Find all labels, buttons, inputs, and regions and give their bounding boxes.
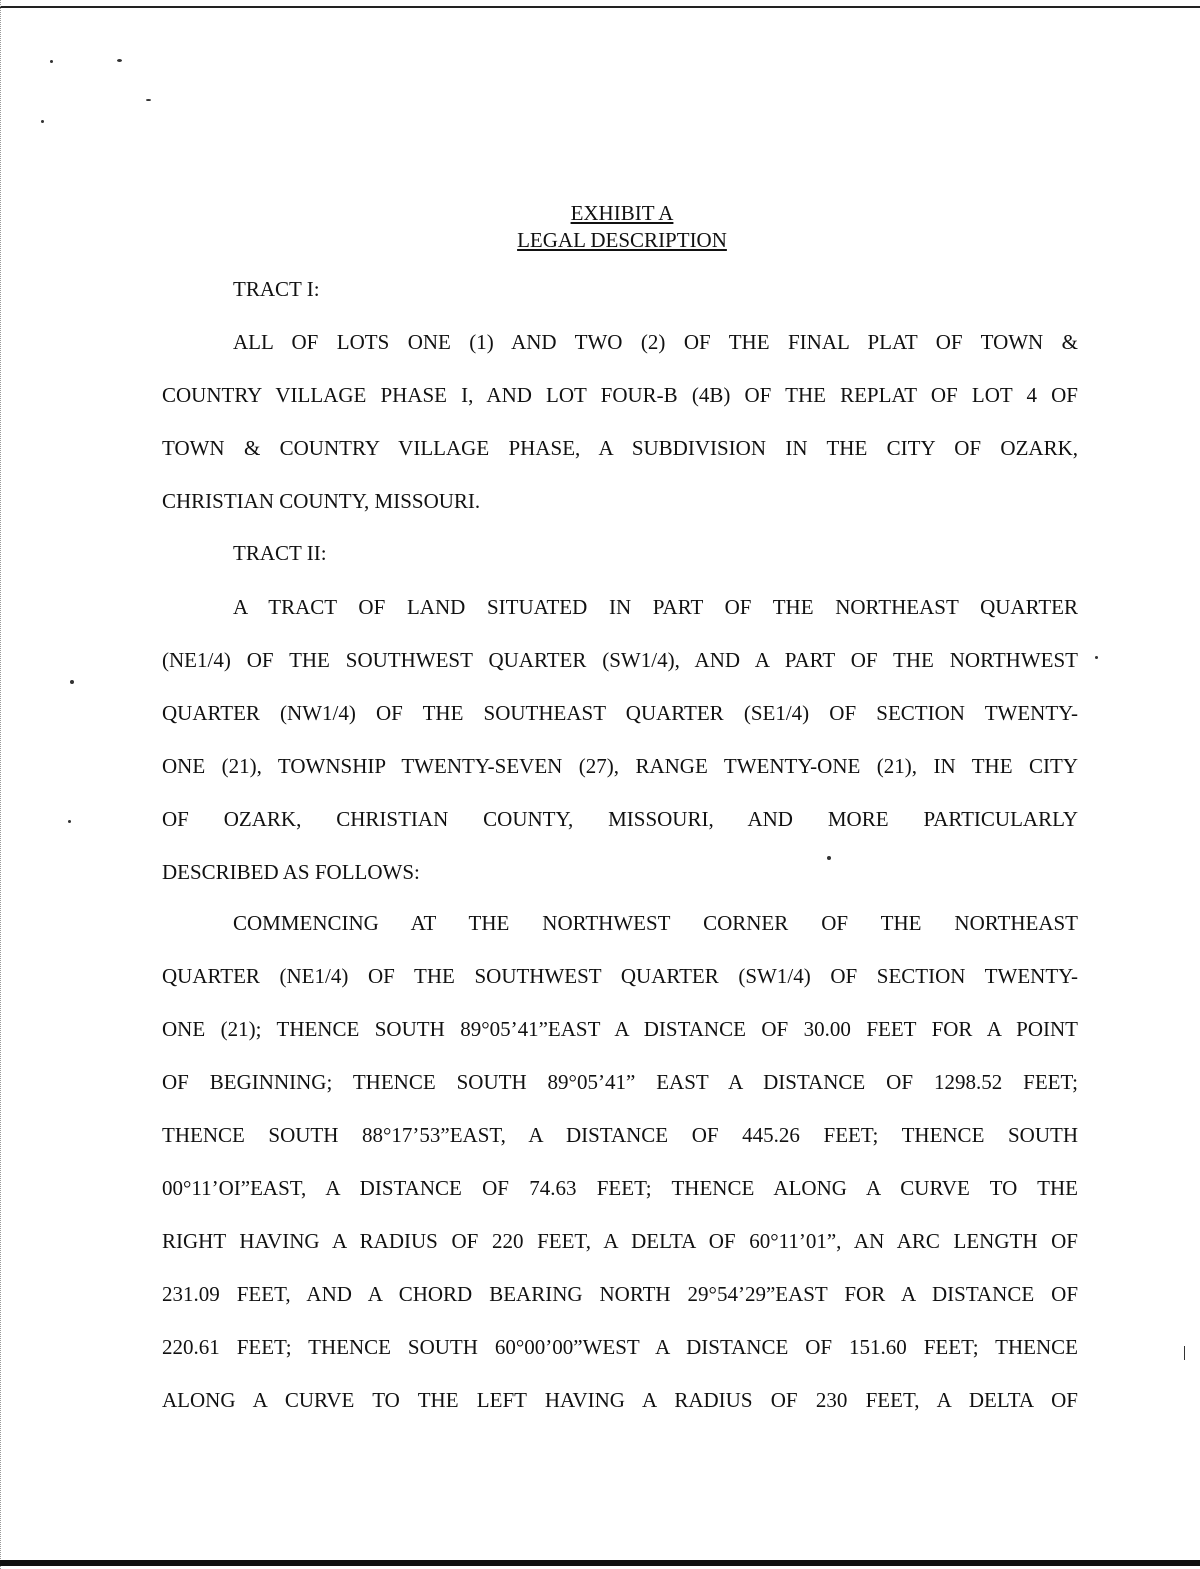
paragraph-line: QUARTER (NE1/4) OF THE SOUTHWEST QUARTER (SW1/4) OF SECTION TWENTY- [162, 964, 1078, 988]
page-bottom-border [0, 1560, 1200, 1566]
paragraph-line: COUNTRY VILLAGE PHASE I, AND LOT FOUR-B (4B) OF THE REPLAT OF LOT 4 OF [162, 383, 1078, 407]
scan-speck [68, 820, 71, 823]
paragraph-line: ONE (21), TOWNSHIP TWENTY-SEVEN (27), RANGE TWENTY-ONE (21), IN THE CITY [162, 754, 1078, 778]
page-top-border [0, 6, 1200, 8]
tract-1-label: TRACT I: [233, 277, 320, 301]
scan-speck [70, 680, 74, 684]
paragraph-line: RIGHT HAVING A RADIUS OF 220 FEET, A DELTA OF 60°11’01”, AN ARC LENGTH OF [162, 1229, 1078, 1253]
paragraph-line: OF OZARK, CHRISTIAN COUNTY, MISSOURI, AND MORE PARTICULARLY [162, 807, 1078, 831]
paragraph-line: A TRACT OF LAND SITUATED IN PART OF THE NORTHEAST QUARTER [233, 595, 1078, 619]
tract-2-label: TRACT II: [233, 541, 327, 565]
paragraph-line: ALL OF LOTS ONE (1) AND TWO (2) OF THE FINAL PLAT OF TOWN & [233, 330, 1078, 354]
paragraph-line: THENCE SOUTH 88°17’53”EAST, A DISTANCE OF 445.26 FEET; THENCE SOUTH [162, 1123, 1078, 1147]
scan-speck [117, 59, 122, 62]
paragraph-line: (NE1/4) OF THE SOUTHWEST QUARTER (SW1/4), AND A PART OF THE NORTHWEST [162, 648, 1078, 672]
scan-speck [1095, 656, 1098, 659]
paragraph-line: 231.09 FEET, AND A CHORD BEARING NORTH 29°54’29”EAST FOR A DISTANCE OF [162, 1282, 1078, 1306]
tract-1-paragraph [162, 316, 1078, 528]
paragraph-line: 00°11’OI”EAST, A DISTANCE OF 74.63 FEET; THENCE ALONG A CURVE TO THE [162, 1176, 1078, 1200]
paragraph-line: QUARTER (NW1/4) OF THE SOUTHEAST QUARTER (SE1/4) OF SECTION TWENTY- [162, 701, 1078, 725]
scan-speck [50, 60, 53, 63]
paragraph-line: ALONG A CURVE TO THE LEFT HAVING A RADIUS OF 230 FEET, A DELTA OF [162, 1388, 1078, 1412]
paragraph-line: CHRISTIAN COUNTY, MISSOURI. [162, 489, 481, 513]
paragraph-line: ONE (21); THENCE SOUTH 89°05’41”EAST A DISTANCE OF 30.00 FEET FOR A POINT [162, 1017, 1078, 1041]
paragraph-line: 220.61 FEET; THENCE SOUTH 60°00’00”WEST A DISTANCE OF 151.60 FEET; THENCE [162, 1335, 1078, 1359]
legal-description-heading: LEGAL DESCRIPTION [517, 228, 727, 252]
scan-margin-mark [1184, 1346, 1185, 1360]
exhibit-heading: EXHIBIT A [570, 201, 674, 225]
paragraph-line: COMMENCING AT THE NORTHWEST CORNER OF THE NORTHEAST [233, 911, 1078, 935]
paragraph-line: OF BEGINNING; THENCE SOUTH 89°05’41” EAST A DISTANCE OF 1298.52 FEET; [162, 1070, 1078, 1094]
paragraph-line: TOWN & COUNTRY VILLAGE PHASE, A SUBDIVISION IN THE CITY OF OZARK, [162, 436, 1078, 460]
scan-speck [41, 120, 44, 123]
paragraph-line: DESCRIBED AS FOLLOWS: [162, 860, 420, 884]
tract-2-paragraph-2 [162, 897, 1078, 1427]
scan-speck [146, 99, 151, 101]
tract-2-paragraph-1 [162, 581, 1078, 899]
